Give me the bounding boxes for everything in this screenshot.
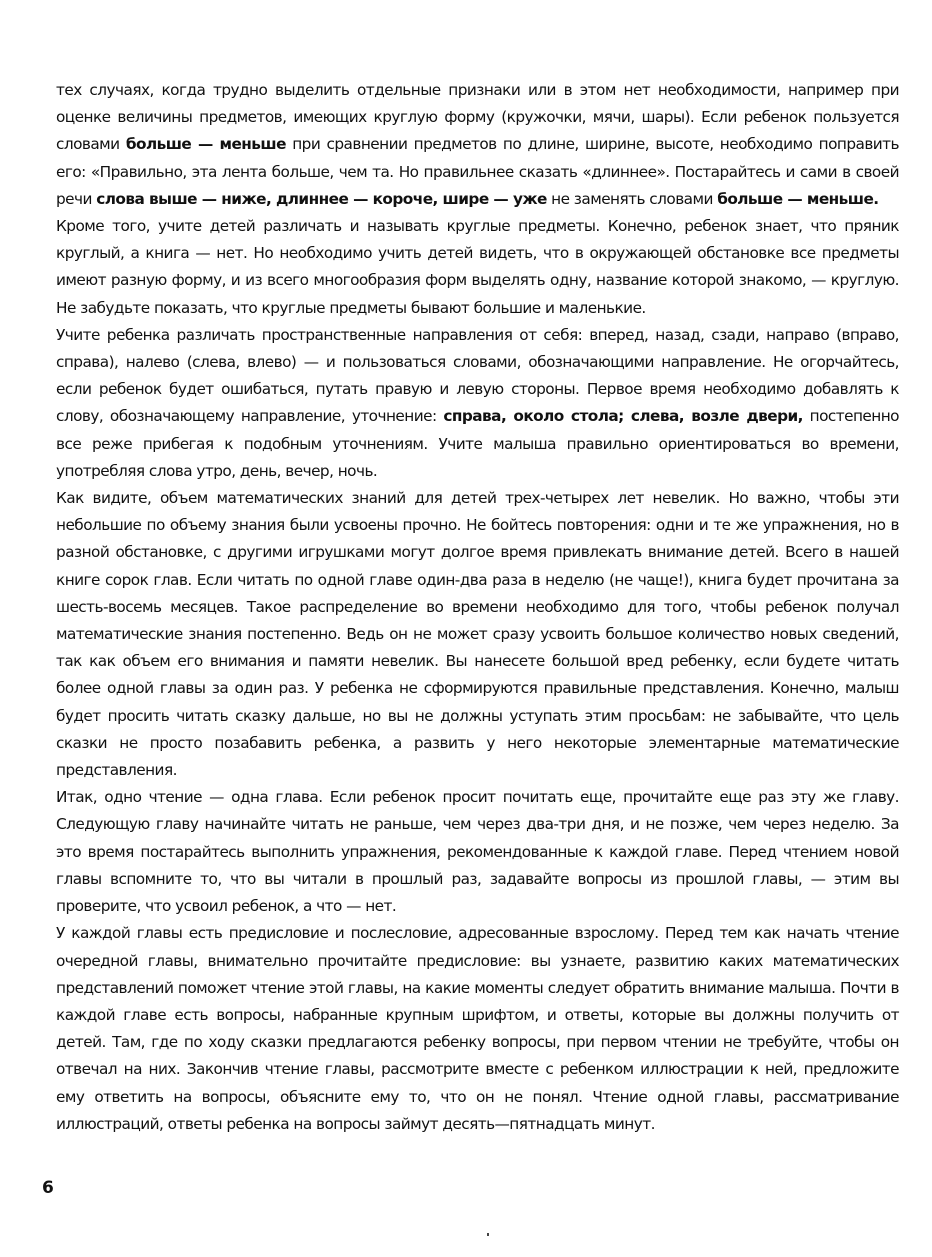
paragraph-knowledge-volume	[56, 485, 899, 784]
bold-term: справа, около стола; слева, возле двери,	[443, 407, 803, 426]
paragraph-one-reading	[56, 784, 899, 920]
text-segment: Как видите, объем математических знаний для детей трех-четырех лет невелик. Но важно, чтобы эти небольшие по объему знания были усвоены прочно. Не бойтесь повторения: одни и те же упражнения, но в разной обстановке, с другими игрушками могут долгое время привлекать внимание детей. Всего в нашей книге сорок глав. Если читать по одной главе один-два раза в неделю (не чаще!), книга будет прочитана за шесть-восемь месяцев. Такое распределение во времени необходимо для того, чтобы ребенок получал математические знания постепенно. Ведь он не может сразу усвоить большое количество новых сведений, так как объем его внимания и памяти невелик. Вы нанесете большой вред ребенку, если будете читать более одной главы за один раз. У ребенка не сформируются правильные представления. Конечно, малыш будет просить читать сказку дальше, но вы не должны уступать этим просьбам: не забывайте, что цель сказки не просто позабавить ребенка, а развить у него некоторые элементарные математические представления.	[56, 489, 899, 780]
bold-term: слова выше — ниже, длиннее — короче, шире — уже	[96, 189, 547, 208]
paragraph-preface-afterword	[56, 920, 899, 1138]
text-segment: при сравнении предметов по длине, ширине, высоте, необходимо поправить его: «Правильно, эта лента больше, чем та. Но правильнее сказать «длиннее». Постарайтесь и сами в своей речи	[56, 135, 899, 208]
text-segment: постепенно все реже прибегая к подобным уточнениям. Учите малыша правильно ориентироваться во времени, употребляя слова утро, день, вечер, ночь.	[56, 407, 899, 480]
text-segment: Итак, одно чтение — одна глава. Если ребенок просит почитать еще, прочитайте еще раз эту же главу. Следующую главу начинайте читать не раньше, чем через два-три дня, и не позже, чем через неделю. За это время постарайтесь выполнить упражнения, рекомендованные к каждой главе. Перед чтением новой главы вспомните то, что вы читали в прошлый раз, задавайте вопросы из прошлой главы, — этим вы проверите, что усвоил ребенок, а что — нет.	[56, 788, 899, 916]
text-segment: Учите ребенка различать пространственные направления от себя: вперед, назад, сзади, направо (вправо, справа), налево (слева, влево) — и пользоваться словами, обозначающими направление. Не огорчайтесь, если ребенок будет ошибаться, путать правую и левую стороны. Первое время необходимо добавлять к слову, обозначающему направление, уточнение:	[56, 325, 899, 426]
print-speck	[487, 1233, 489, 1236]
body-text	[56, 77, 899, 1138]
text-segment: не заменять словами	[546, 189, 718, 208]
paragraph-comparison-words	[56, 77, 899, 213]
bold-term: больше — меньше	[125, 135, 286, 154]
text-segment: У каждой главы есть предисловие и послесловие, адресованные взрослому. Перед тем как начать чтение очередной главы, внимательно прочитайте предисловие: вы узнаете, развитию каких математических представлений поможет чтение этой главы, на какие моменты следует обратить внимание малыша. Почти в каждой главе есть вопросы, набранные крупным шрифтом, и ответы, которые вы должны получить от детей. Там, где по ходу сказки предлагаются ребенку вопросы, при первом чтении не требуйте, чтобы он отвечал на них. Закончив чтение главы, рассмотрите вместе с ребенком иллюстрации к ней, предложите ему ответить на вопросы, объясните ему то, что он не понял. Чтение одной главы, рассматривание иллюстраций, ответы ребенка на вопросы займут десять—пятнадцать минут.	[56, 924, 899, 1133]
text-segment: Кроме того, учите детей различать и называть круглые предметы. Конечно, ребенок знает, что пряник круглый, а книга — нет. Но необходимо учить детей видеть, что в окружающей обстановке все предметы имеют разную форму, и из всего многообразия форм выделять одну, название которой знакомо, — круглую. Не забудьте показать, что круглые предметы бывают большие и маленькие.	[56, 217, 899, 317]
bold-term: больше — меньше.	[717, 189, 879, 208]
paragraph-directions	[56, 322, 899, 485]
page-number: 6	[42, 1178, 54, 1198]
text-segment: тех случаях, когда трудно выделить отдельные признаки или в этом нет необходимости, например при оценке величины предметов, имеющих круглую форму (кружочки, мячи, шары). Если ребенок пользуется словами	[56, 81, 899, 154]
paragraph-round-objects	[56, 213, 899, 322]
